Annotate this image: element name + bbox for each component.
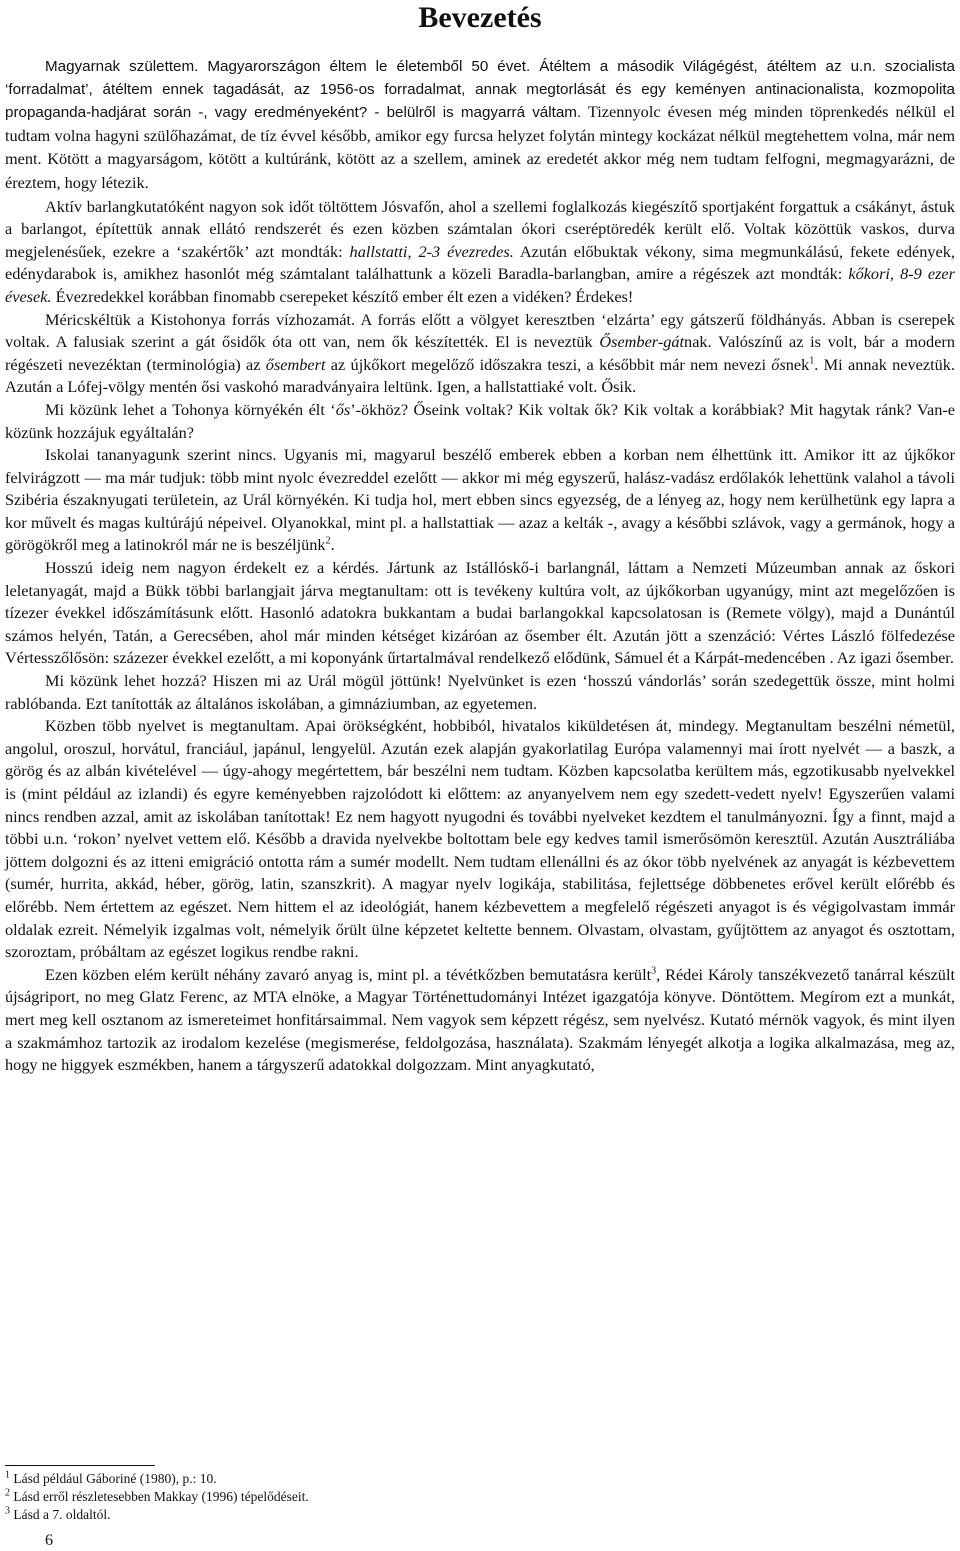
paragraph-ural: Mi közünk lehet hozzá? Hiszen mi az Urál mögül jöttünk! Nyelvünket is ezen ‘hosszú vándorlás’ során szedegettük össze, mint holmi rablóbanda. Ezt tanították az általános iskolában, a gimnáziumban, az egyetemen. [5,671,955,713]
page-title: Bevezetés [418,1,542,34]
text-run: Iskolai tananyagunk szerint nincs. Ugyanis mi, magyarul beszélő emberek ebben a korban nem élhettünk itt. Amikor itt az újkőkor felvirágzott — ma már tudjuk: több mint nyolc évezreddel ezelőtt — akkor mi még egyszerű, halász-vadász erdőlakók lehettünk valahol a távoli Szibéria északnyugati területein, az Urál környékén. Ki tudja hol, mert ebben sincs egyezség, de a lényeg az, hogy nem kerülhetünk egy lapra a kor művelt és magas kultúrájú népeivel. Olyanokkal, mint pl. a hallstattiak — azaz a kelták -, avagy a későbbi szlávok, vagy a germánok, hogy a görögökről meg a latinokról már ne is beszéljünk [5,445,955,555]
text-run: Ezen közben elém került néhány zavaró anyag is, mint pl. a tévétkőzben bemutatásra került [45,964,652,984]
paragraph-curriculum [5,444,955,557]
text-run: Mi közünk lehet a Tohonya környékén élt ‘ [45,399,336,419]
footnote-separator [5,1465,155,1466]
text-run: . [330,535,335,555]
footnote-text: Lásd például Gáboriné (1980), p.: 10. [10,1471,217,1486]
italic-run: hallstatti, 2-3 évezredes. [349,241,514,261]
footnote-text: Lásd a 7. oldaltól. [10,1507,111,1522]
footnote-3 [5,1506,605,1524]
footnote-number: 1 [5,1469,10,1481]
paragraph-istalloskő: Hosszú ideig nem nagyon érdekelt ez a kérdés. Jártunk az Istállóskő-i barlangnál, láttam a Nemzeti Múzeumban annak az őskori leletanyagát, majd a Bükk többi barlangjait járva megtanultam: ott is tevékeny kultúra volt, az újkőkorban ugyanúgy, mint azt megelőzően is tízezer évekkel időszámításunk előtt. Hasonló adatokra bukkantam a budai barlangokkal kapcsolatosan is (Remete völgy), majd a Dunántúl számos helyén, Tatán, a Gerecsében, ahol már minden kétséget kizáróan az ősember élt. Azután jött a szenzáció: Vértes László fölfedezése Vértesszőlősön: százezer évekkel ezelőtt, a mi koponyánk űrtartalmával rendelkező elődünk, Sámuel ét a Kárpát-medencében . Az igazi ősember. [5,558,955,668]
paragraph-questions [5,399,955,444]
italic-run: ősembert [265,354,326,374]
italic-run: kőkori, 8-9 ezer évesek. [5,264,955,306]
text-run: nak. Valószínű az is volt, bár a modern régészeti nevezéktan (terminológia) az [5,332,955,374]
paragraph-decision [5,964,955,1077]
paragraph-intro-text: Magyarnak születtem. Magyarországon éltem le életemből 50 évet. Átéltem a második Világégést, átéltem az u.n. szocialista ‘forradalmat’, átéltem ennek tagadását, az 1956-os forradalmat, annak megtorlását és egy keményen antinacionalista, kozmopolita propaganda-hadjárat során -, vagy eredményeként? - belülről is magyarrá váltam. [5,58,955,122]
footnote-ref-3: 3 [651,965,657,977]
footnote-number: 3 [5,1505,10,1517]
footnote-number: 2 [5,1487,10,1499]
footnote-ref-2: 2 [325,536,331,548]
paragraph-intro-text-serif: Tizennyolc évesen még minden töprenkedés nélkül el tudtam volna hagyni szülőhazámat, de tíz évvel később, amikor egy furcsa helyzet folytán mintegy kockázat nélkül megtehettem volna, már nem ment. Kötött a magyarságom, kötött a kultúránk, kötött az a szellem, aminek az eredetét akkor még nem tudtam felfogni, megmagyarázni, de éreztem, hogy létezik. [5,102,955,192]
italic-run: ős [771,354,786,374]
italic-run: Ősember-gát [599,332,685,352]
text-run: ’-ökhöz? Őseink voltak? Kik voltak ők? Kik voltak a korábbiak? Mit hagytak ránk? Van-e közünk hozzájuk egyáltalán? [5,399,955,442]
paragraph-languages: Közben több nyelvet is megtanultam. Apai örökségként, hobbiból, hivatalos kiküldetésen át, mindegy. Megtanultam beszélni németül, angolul, oroszul, horvátul, franciául, japánul, lengyelül. Azután ezek alapján gyakorlatilag Európa valamennyi mai írott nyelvét — a baszk, a görög és az albán kivételével — úgy-ahogy megértettem, bár beszélni nem tudtam. Közben kapcsolatba kerültem más, egzotikusabb nyelvekkel is (mint például az izlandi) és egyre keményebben rajzolódott ki előttem: az anyanyelvem nem egy szedett-vedett nyelv! Egyszerűen valami nincs rendben azzal, amit az iskolában tanítottak! Ez nem hagyott nyugodni és további nyelveket kezdtem el tanulmányozni. Így a finnt, majd a többi u.n. ‘rokon’ nyelvet vettem elő. Később a dravida nyelvekbe boltottam bele egy kedves tamil ismerősömön keresztül. Azután Ausztráliába jöttem dolgozni és az itteni emigráció ontotta rám a sumér modellt. Nem tudtam ellenállni és az ókor több nyelvének az anyagát is kézbevettem (sumér, hurrita, akkád, héber, görög, latin, szanszkrit). A magyar nyelv logikája, stabilitása, fejlettsége döbbenetes erővel került előrébb és előrébb. Nem értettem az egészet. Nem hittem el az ideológiát, hanem kézbevettem a megfelelő régészeti anyagot is és végigolvastam immár oldalak ezreit. Némelyik izgalmas volt, némelyik őrült ülne képzetet keltette bennem. Olvastam, olvastam, gyűjtöttem az anyagot és osztottam, szoroztam, próbáltam az egészet logikus rendbe rakni. [5,716,955,962]
text-run: Évezredekkel korábban finomabb cserepeket készítő ember élt ezen a vidéken? Érdekes! [51,286,634,306]
paragraph-cave-research [5,196,955,309]
paragraph-intro [5,56,955,196]
text-run: , Rédei Károly tanszékvezető tanárral készült újságriport, no meg Glatz Ferenc, az MTA elnöke, a Magyar Történettudományi Intézet igazgatója könyve. Döntöttem. Megírom ezt a munkát, mert meg kell osztanom az ismereteimet honfitársaimmal. Nem vagyok sem képzett régész, sem nyelvész. Kutató mérnök vagyok, és mint ilyen a szakmámhoz tartozik az irodalom kezelése (megismerése, feldolgozása, használata). Szakmám lényegét alkotja a logika alkalmazása, meg az, hogy ne higgyek eszmékben, hanem a tárgyszerű adatokkal dolgozzam. Mint anyagkutató, [5,964,955,1075]
text-run: az újkőkort megelőző időszakra teszi, a későbbit már nem nevezi [325,354,772,374]
paragraph-kistohonya [5,309,955,399]
footnote-text: Lásd erről részletesebben Makkay (1996) tépelődéseit. [10,1489,309,1504]
footnotes [5,1470,605,1524]
page-number: 6 [45,1532,53,1549]
text-run: Azután előbuktak vékony, sima megmunkálású, fekete edények, edénydarabok is, amikhez hasonlót még számtalant találhattunk a közeli Baradla-barlangban, amire a régészek azt mondták: [5,241,955,284]
footnote-ref-1: 1 [809,355,815,367]
text-run: . Mi annak neveztük. Azután a Lófej-völgy mentén ősi vaskohó maradványaira leltünk. Igen, a hallstattiaké volt. Ősik. [5,354,955,397]
footnote-2 [5,1488,605,1506]
text-run: nek [785,354,810,374]
footnote-1 [5,1470,605,1488]
text-run: Aktív barlangkutatóként nagyon sok időt töltöttem Jósvafőn, ahol a szellemi foglalkozás kiegészítő sportjaként forgattuk a csákányt, ástuk a barlangot, építettük annak ellátó rendszerét és ezen közben számtalan ókori cseréptöredék került elő. Voltak közöttük vaskos, durva megjelenésűek, ezekre a ‘szakértők’ azt mondták: [5,196,955,261]
text-run: Méricskéltük a Kistohonya forrás vízhozamát. A forrás előtt a völgyet keresztben ‘elzárta’ egy gátszerű földhányás. Abban is cserepek voltak. A falusiak szerint a gát ősidők óta ott van, nem ők készítették. El is neveztük [5,309,955,352]
body-text [5,56,955,1077]
italic-run: ős [335,399,351,419]
